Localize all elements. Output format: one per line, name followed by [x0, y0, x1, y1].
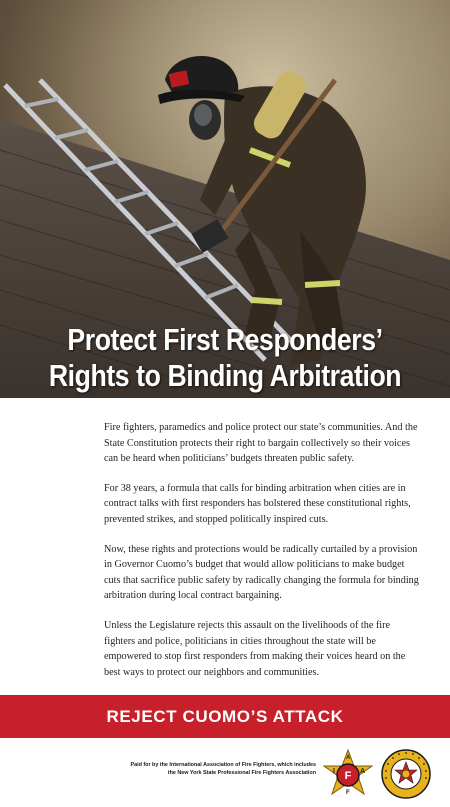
svg-text:F: F	[344, 770, 352, 782]
headline-line-2: Rights to Binding Arbitration	[48, 358, 402, 393]
svg-text:A: A	[346, 755, 351, 761]
nys-professional-fire-fighters-logo	[380, 748, 432, 800]
call-to-action-banner	[0, 695, 450, 738]
svg-text:A: A	[360, 768, 366, 775]
disclaimer-line-2: the New York State Professional Fire Fighters Association	[167, 769, 316, 776]
paid-for-disclaimer	[66, 762, 316, 777]
paragraph-4: Unless the Legislature rejects this assault on the livelihoods of the fire fighters and police, politicians in cities throughout the state will be empowered to stop first responders from making their voices heard on the best ways to protect our neighbors and communities.	[104, 619, 406, 678]
hero-photo	[0, 0, 450, 398]
svg-text:I: I	[333, 768, 335, 775]
svg-text:F: F	[346, 790, 350, 796]
body-copy	[104, 420, 420, 694]
headline-line-1: Protect First Responders’	[67, 322, 383, 357]
paragraph-2: For 38 years, a formula that calls for binding arbitration when cities are in contract talks with first responders has bolstered these constitutional rights, prevented strikes, and stopped politically inspired cuts.	[104, 482, 411, 525]
footer	[0, 738, 450, 807]
iaff-logo	[322, 748, 374, 800]
disclaimer-line-1: Paid for by the International Association of Fire Fighters, which includes	[130, 762, 316, 768]
banner-text: REJECT CUOMO’S ATTACK	[106, 706, 344, 726]
headline	[32, 322, 419, 394]
paragraph-3: Now, these rights and protections would be radically curtailed by a provision in Governor Cuomo’s budget that would allow politicians to make budget cuts that sacrifice public safety by radically changing the formula for binding arbitration during local contract bargaining.	[104, 543, 419, 602]
paragraph-1: Fire fighters, paramedics and police protect our state’s communities. And the State Constitution protects their right to bargain collectively so their voices can be heard when politicians’ budgets threaten public safety.	[104, 422, 418, 465]
